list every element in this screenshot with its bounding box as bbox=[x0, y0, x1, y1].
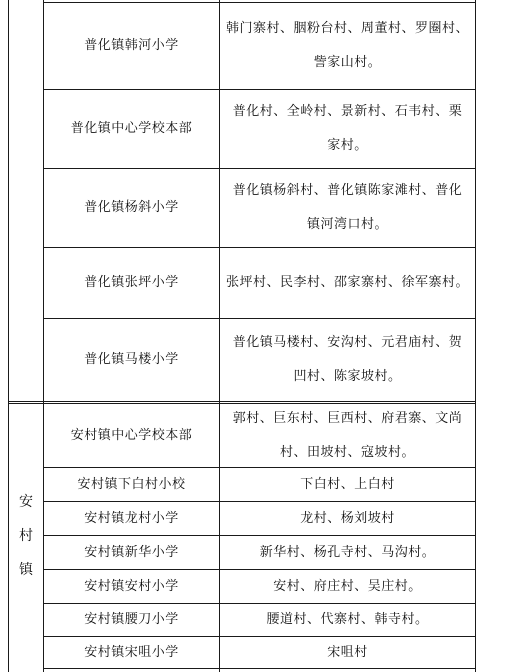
village-line: 訾家山村。 bbox=[313, 55, 382, 70]
village-line: 普化镇杨斜村、普化镇陈家滩村、普化 bbox=[232, 183, 463, 198]
village-list bbox=[220, 90, 475, 168]
school-name bbox=[44, 502, 219, 535]
village-line: 韩门寨村、胭粉台村、周董村、罗圈村、 bbox=[225, 21, 469, 36]
town-char: 镇 bbox=[19, 562, 33, 578]
village-line: 普化镇马楼村、安沟村、元君庙村、贺 bbox=[232, 335, 463, 350]
village-line: 安村、府庄村、吴庄村。 bbox=[273, 578, 422, 594]
school-name-text: 普化镇张坪小学 bbox=[84, 275, 179, 290]
school-name-text: 安村镇腰刀小学 bbox=[84, 612, 179, 627]
village-line: 下白村、上白村 bbox=[300, 476, 395, 492]
school-name bbox=[44, 319, 219, 401]
school-name bbox=[44, 248, 219, 318]
school-name bbox=[44, 468, 219, 501]
town-char: 村 bbox=[19, 528, 33, 544]
town-char: 安 bbox=[19, 494, 33, 510]
school-name-text: 安村镇下白村小校 bbox=[77, 476, 186, 492]
school-name bbox=[44, 604, 219, 636]
school-name bbox=[44, 536, 219, 569]
village-line: 村、田坡村、寇坡村。 bbox=[279, 444, 415, 460]
village-line: 新华村、杨孔寺村、马沟村。 bbox=[259, 544, 436, 560]
village-list bbox=[220, 637, 475, 668]
village-line: 凹村、陈家坡村。 bbox=[293, 369, 402, 384]
school-name bbox=[44, 404, 219, 467]
village-list bbox=[220, 319, 475, 401]
village-list bbox=[220, 536, 475, 569]
village-list bbox=[220, 570, 475, 603]
village-line: 镇河湾口村。 bbox=[306, 217, 388, 232]
village-list bbox=[220, 248, 475, 318]
village-list bbox=[220, 604, 475, 636]
village-line: 张坪村、民李村、邵家寨村、徐军寨村。 bbox=[225, 275, 469, 290]
school-name-text: 安村镇龙村小学 bbox=[84, 510, 179, 526]
school-name-text: 安村镇新华小学 bbox=[84, 544, 179, 560]
village-list bbox=[220, 404, 475, 467]
village-line: 宋咀村 bbox=[327, 644, 368, 660]
village-list bbox=[220, 3, 475, 89]
village-line: 普化村、全岭村、景新村、石韦村、栗 bbox=[232, 104, 463, 119]
village-line: 郭村、巨东村、巨西村、府君寨、文尚 bbox=[232, 410, 463, 426]
table-border-right bbox=[475, 0, 476, 672]
school-name bbox=[44, 90, 219, 168]
school-name-text: 普化镇杨斜小学 bbox=[84, 200, 179, 215]
school-name bbox=[44, 570, 219, 603]
school-name bbox=[44, 637, 219, 668]
school-name-text: 普化镇韩河小学 bbox=[84, 38, 179, 53]
village-line: 龙村、杨刘坡村 bbox=[300, 510, 395, 526]
school-name bbox=[44, 3, 219, 89]
village-list bbox=[220, 468, 475, 501]
school-name-text: 安村镇中心学校本部 bbox=[70, 427, 193, 443]
village-line: 家村。 bbox=[327, 138, 368, 153]
school-name-text: 普化镇中心学校本部 bbox=[70, 121, 193, 136]
village-line: 腰道村、代寨村、韩寺村。 bbox=[266, 612, 429, 627]
school-name-text: 普化镇马楼小学 bbox=[84, 352, 179, 367]
town-name bbox=[9, 404, 43, 668]
school-name-text: 安村镇宋咀小学 bbox=[84, 644, 179, 660]
school-name bbox=[44, 169, 219, 247]
village-list bbox=[220, 502, 475, 535]
village-list bbox=[220, 169, 475, 247]
school-name-text: 安村镇安村小学 bbox=[84, 578, 179, 594]
